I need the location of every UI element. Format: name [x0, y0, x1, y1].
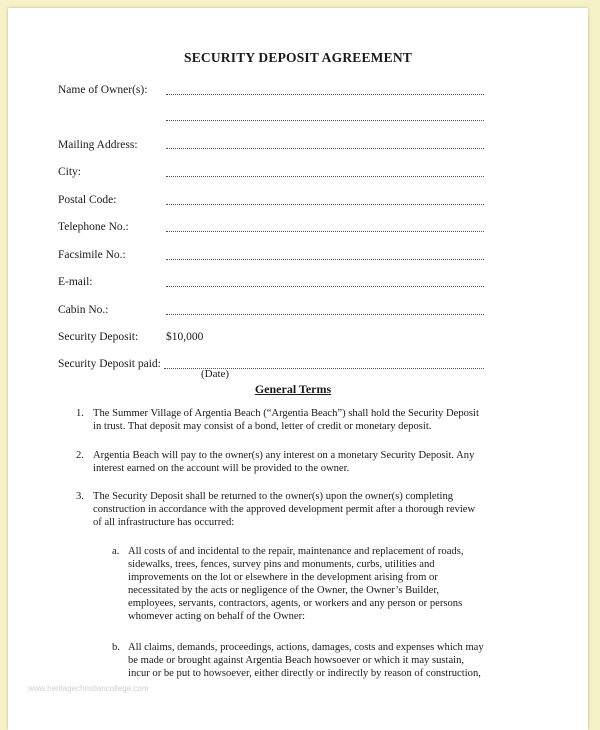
city-line[interactable] [166, 176, 484, 177]
general-terms-heading: General Terms [254, 382, 332, 396]
subterm-b-line: be made or brought against Argentia Beach howsoever or which it may sustain, [128, 655, 465, 666]
term-1-line: The Summer Village of Argentia Beach (“Argentia Beach”) shall hold the Security Deposit [93, 408, 479, 419]
term-2-text [93, 449, 474, 475]
subterm-a-line: All costs of and incidental to the repair, maintenance and replacement of roads, [128, 546, 464, 557]
subterm-a-letter: a. [112, 546, 120, 557]
field-label-security-deposit: Security Deposit: [58, 331, 139, 343]
email-line[interactable] [166, 286, 484, 287]
term-3-text [93, 490, 475, 529]
owner-name-line-1[interactable] [166, 94, 484, 95]
subterm-b-line: All claims, demands, proceedings, actions, damages, costs and expenses which may [128, 642, 484, 653]
document-page [8, 8, 588, 730]
field-label-owner-name: Name of Owner(s): [58, 84, 148, 96]
facsimile-line[interactable] [166, 259, 484, 260]
term-3-line: of all infrastructure has occurred: [93, 517, 235, 528]
mailing-address-line[interactable] [166, 148, 484, 149]
subterm-b-text [128, 641, 484, 680]
subterm-b-letter: b. [112, 642, 120, 653]
field-label-telephone: Telephone No.: [58, 221, 129, 233]
cabin-no-line[interactable] [166, 314, 484, 315]
term-2-line: interest earned on the account will be provided to the owner. [93, 463, 350, 474]
document-title: SECURITY DEPOSIT AGREEMENT [183, 50, 412, 65]
term-1-text [93, 407, 479, 433]
term-2-line: Argentia Beach will pay to the owner(s) any interest on a monetary Security Deposit. Any [93, 450, 475, 461]
subterm-a-line: necessitated by the acts or negligence of the Owner, the Owner’s Builder, [128, 585, 440, 596]
subterm-a-line: improvements on the lot or elsewhere in the development arising from or [128, 572, 438, 583]
field-label-security-deposit-paid: Security Deposit paid: [58, 358, 161, 370]
term-1-line: in trust. That deposit may consist of a bond, letter of credit or monetary deposit. [93, 421, 432, 432]
term-3-line: construction in accordance with the approved development permit after a thorough review [93, 504, 476, 515]
term-1-number: 1. [76, 408, 84, 419]
field-label-cabin-no: Cabin No.: [58, 304, 109, 316]
subterm-a-line: sidewalks, trees, fences, survey pins and monuments, curbs, utilities and [128, 559, 435, 570]
watermark: www.heritagechristiancollege.com [28, 684, 149, 693]
field-label-facsimile: Facsimile No.: [58, 249, 126, 261]
field-label-mailing-address: Mailing Address: [58, 139, 138, 151]
term-3-line: The Security Deposit shall be returned to the owner(s) upon the owner(s) completing [93, 491, 454, 502]
subterm-a-line: employees, servants, contractors, agents, or workers and any person or persons [128, 598, 463, 609]
field-label-email: E-mail: [58, 276, 93, 288]
security-deposit-value: $10,000 [166, 331, 204, 343]
owner-name-line-2[interactable] [166, 120, 484, 121]
term-3-number: 3. [76, 491, 84, 502]
term-2-number: 2. [76, 450, 84, 461]
subterm-b-line: incur or be put to howsoever, either directly or indirectly by reason of construction, [128, 668, 481, 679]
field-label-postal-code: Postal Code: [58, 194, 117, 206]
field-label-city: City: [58, 166, 82, 178]
telephone-line[interactable] [166, 231, 484, 232]
date-caption: (Date) [201, 368, 230, 380]
subterm-a-line: whomever acting on behalf of the Owner: [128, 611, 306, 622]
postal-code-line[interactable] [166, 204, 484, 205]
subterm-a-text [128, 545, 464, 623]
